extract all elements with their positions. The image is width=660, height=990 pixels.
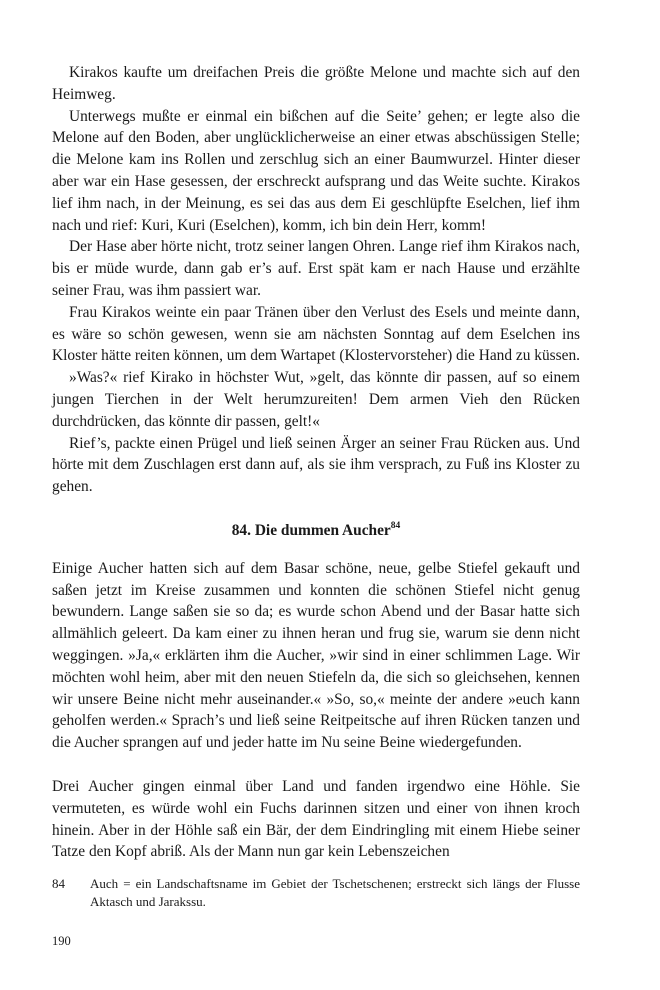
footnote xyxy=(52,875,580,911)
paragraph: Unterwegs mußte er einmal ein bißchen auf die Seite’ gehen; er legte also die Melone auf den Boden, aber unglücklicherweise an einer etwas abschüssigen Stelle; die Melone kam ins Rollen und zerschlug sich an einer Baumwurzel. Hinter dieser aber war ein Hase gesessen, der erschreckt aufsprang und das Weite suchte. Kirakos lief ihm nach, in der Meinung, es sei das aus dem Ei geschlüpfte Eselchen, lief ihm nach und rief: Kuri, Kuri (Eselchen), komm, ich bin dein Herr, komm! xyxy=(52,107,580,234)
page-body xyxy=(52,62,580,863)
section-heading xyxy=(52,520,580,542)
paragraph: Der Hase aber hörte nicht, trotz seiner langen Ohren. Lange rief ihm Kirakos nach, bis er müde wurde, dann gab er’s auf. Erst spät kam er nach Hause und erzählte seiner Frau, was ihm passiert war. xyxy=(52,238,580,299)
page-number: 190 xyxy=(52,934,71,948)
paragraph: Frau Kirakos weinte ein paar Tränen über den Verlust des Esels und meinte dann, es wäre so schön gewesen, wenn sie am nächsten Sonntag auf dem Eselchen ins Kloster hätte reiten können, um dem Wartapet (Klostervorsteher) die Hand zu küssen. xyxy=(52,303,581,365)
footnote-text: Auch = ein Landschaftsname im Gebiet der Tschetschenen; erstreckt sich längs der Flusse Aktasch und Jarakssu. xyxy=(90,876,580,909)
paragraph: »Was?« rief Kirako in höchster Wut, »gelt, das könnte dir passen, auf so einem jungen Tierchen in der Welt herumzureiten! Dem armen Vieh den Rücken durchdrücken, das könnte dir passen, gelt!« xyxy=(52,369,580,430)
paragraph: Einige Aucher hatten sich auf dem Basar schöne, neue, gelbe Stiefel gekauft und saßen jetzt im Kreise zusammen und konnten die schönen Stiefel nicht genug bewundern. Lange saßen sie so da; es wurde schon Abend und der Basar hatte sich allmählich geleert. Da kam einer zu ihnen heran und frug sie, warum sie denn nicht weggingen. »Ja,« erklärten ihm die Aucher, »wir sind in einer schlimmen Lage. Wir möchten wohl heim, aber mit den neuen Stiefeln da, die sich so gleichsehen, kennen wir unsere Beine nicht mehr auseinander.« »So, so,« meinte der andere »euch kann geholfen werden.« Sprach’s und ließ seine Reitpeitsche auf ihren Rücken tanzen und die Aucher sprangen auf und jeder hatte im Nu seine Beine wiedergefunden. xyxy=(52,559,580,752)
paragraph: Drei Aucher gingen einmal über Land und fanden irgendwo eine Höhle. Sie vermuteten, es würde wohl ein Fuchs darinnen sitzen und einer von ihnen kroch hinein. Aber in der Höhle saß ein Bär, der dem Eindringling mit einem Hiebe seiner Tatze den Kopf abriß. Als der Mann nun gar kein Lebenszeichen xyxy=(52,777,580,861)
footnote-reference[interactable]: 84 xyxy=(390,520,401,531)
paragraph: Kirakos kaufte um dreifachen Preis die größte Melone und machte sich auf den Heimweg. xyxy=(52,64,580,103)
section-title: 84. Die dummen Aucher xyxy=(231,521,391,539)
paragraph: Rief’s, packte einen Prügel und ließ seinen Ärger an seiner Frau Rücken aus. Und hörte mit dem Zuschlagen erst dann auf, als sie ihm versprach, zu Fuß ins Kloster zu gehen. xyxy=(52,434,580,496)
paragraph-gap xyxy=(52,754,580,776)
footnote-number: 84 xyxy=(52,876,65,891)
